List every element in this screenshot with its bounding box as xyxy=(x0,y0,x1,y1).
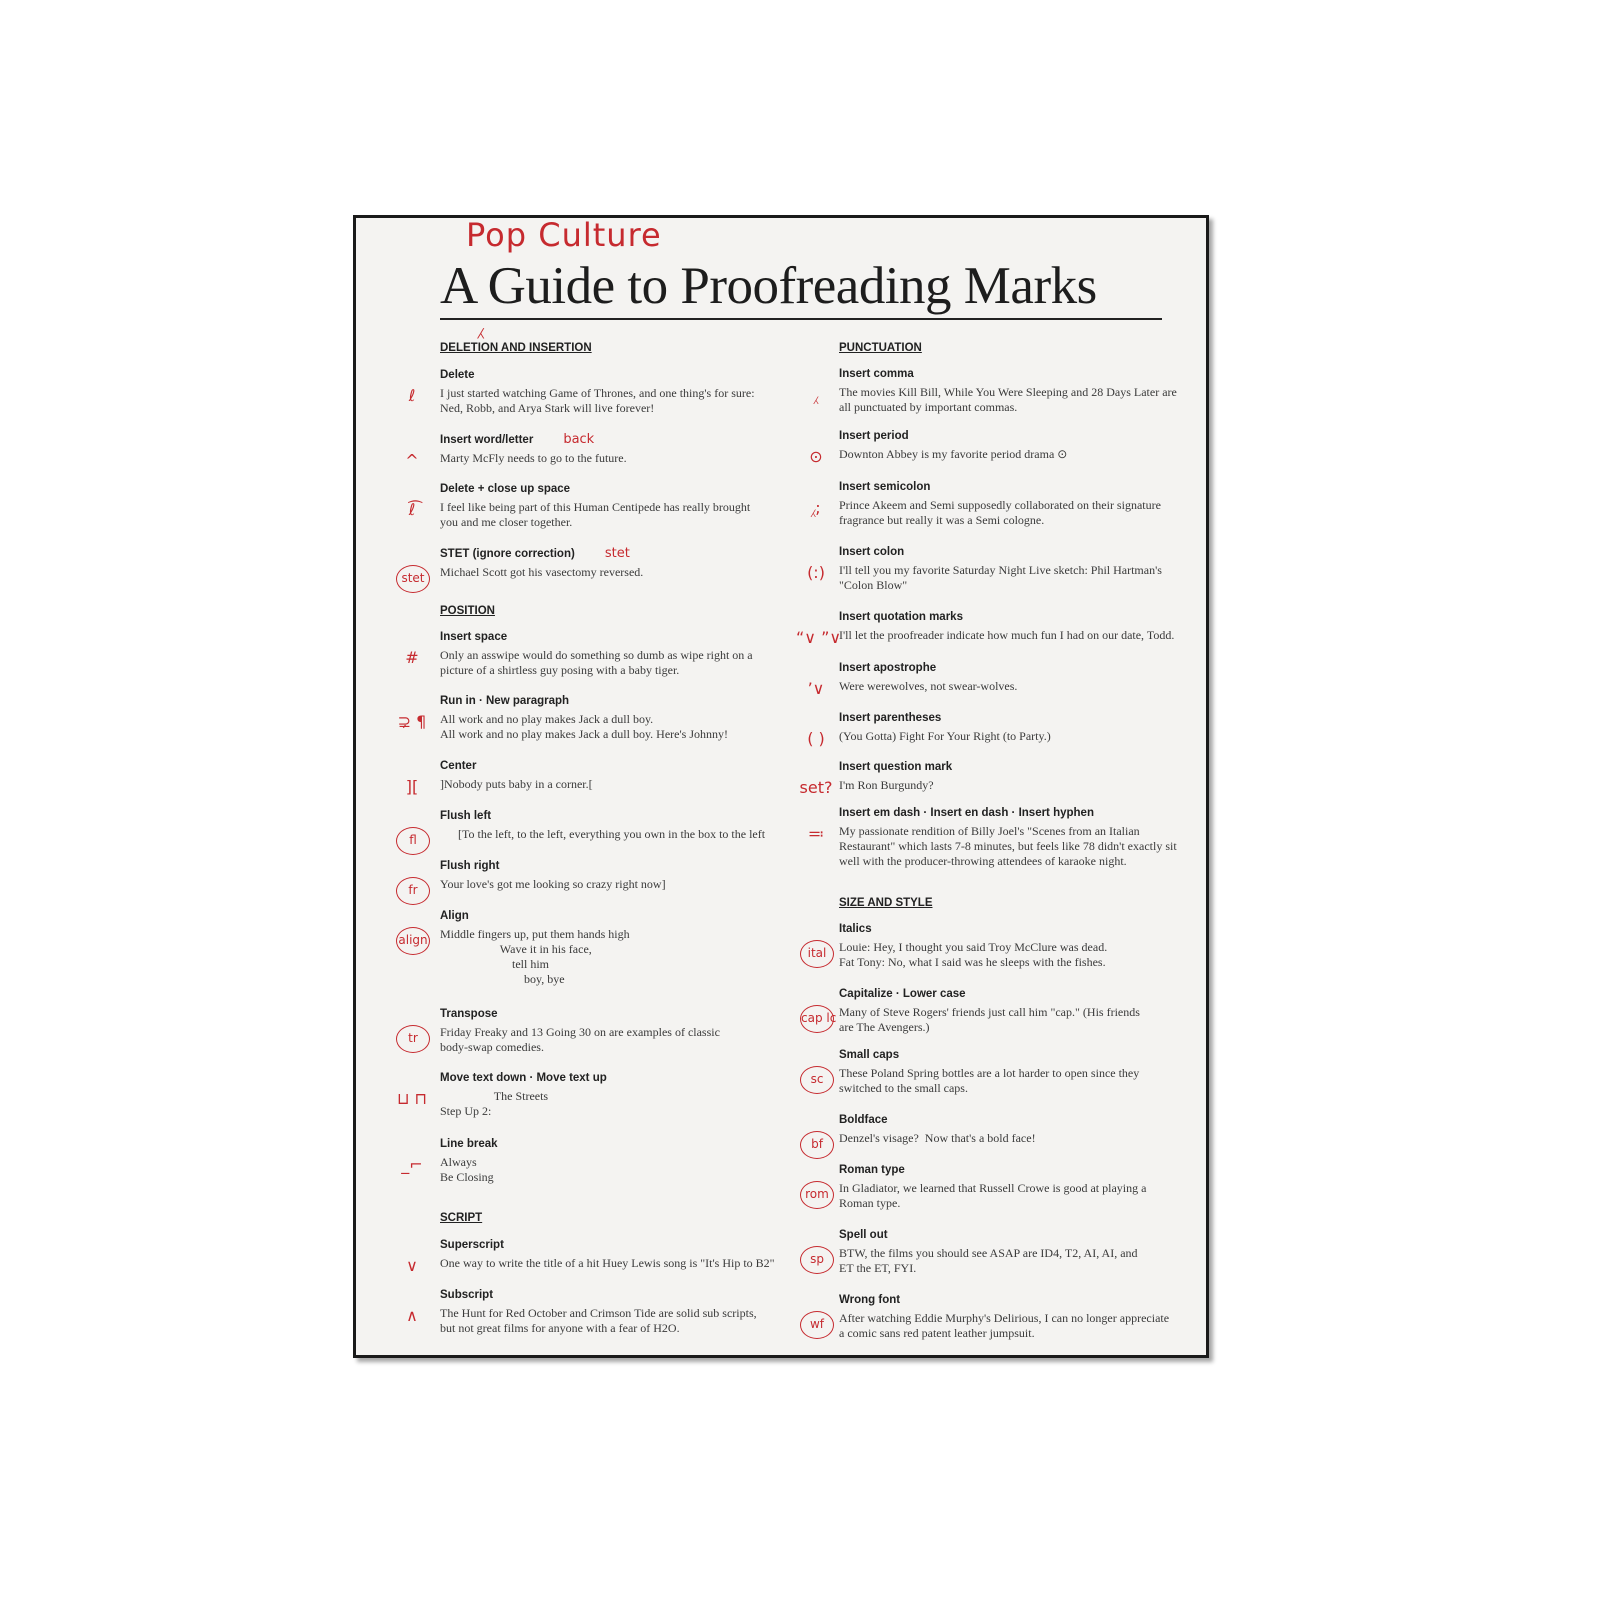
proofreading-mark-icon: ∧ xyxy=(406,1306,418,1325)
proofreading-mark-icon: (:) xyxy=(807,563,825,582)
mark-entry xyxy=(839,1163,1189,1211)
proofreading-mark-icon: cap lc xyxy=(800,1005,834,1033)
mark-entry xyxy=(440,1137,790,1185)
proofreading-mark-icon: bf xyxy=(800,1131,834,1159)
correction-note: back xyxy=(563,432,595,447)
mark-entry xyxy=(440,482,790,530)
mark-entry xyxy=(839,1228,1189,1276)
example-line: tell him xyxy=(440,957,549,971)
proofreading-mark-icon: fl xyxy=(396,827,430,855)
proofreading-mark-icon: ⁁ xyxy=(814,385,818,404)
proofreading-mark-icon: align xyxy=(396,927,430,955)
proofreading-mark-icon: fr xyxy=(396,877,430,905)
example-line: boy, bye xyxy=(440,972,565,986)
example-line: body-swap comedies. xyxy=(440,1040,544,1054)
entry-title: Insert em dash · Insert en dash · Insert hyphen xyxy=(839,807,1094,819)
example-line: Were werewolves, not swear-wolves. xyxy=(839,679,1018,693)
entry-title: Insert space xyxy=(440,631,508,643)
proofreading-mark-icon: ⊔ ⊓ xyxy=(396,1089,428,1108)
mark-entry xyxy=(839,1293,1189,1341)
entry-title: Spell out xyxy=(839,1229,888,1241)
example-line: "Colon Blow" xyxy=(839,578,908,592)
example-line: Step Up 2: xyxy=(440,1104,492,1118)
example-line: I just started watching Game of Thrones, and one thing's for sure: xyxy=(440,386,755,400)
proofreading-mark-icon: _⌐ xyxy=(401,1155,423,1174)
example-line: Your love's got me looking so crazy right now] xyxy=(440,877,666,891)
entry-title: Subscript xyxy=(440,1289,494,1301)
example-line: (You Gotta) Fight For Your Right (to Party.) xyxy=(839,729,1051,743)
mark-entry xyxy=(839,1113,1189,1146)
example-line: but not great films for anyone with a fear of H2O. xyxy=(440,1321,680,1335)
entry-title: Superscript xyxy=(440,1239,504,1251)
mark-entry xyxy=(839,1048,1189,1096)
proofreading-mark-icon: ℓ xyxy=(408,386,416,405)
mark-entry xyxy=(839,661,1189,694)
mark-entry xyxy=(839,987,1189,1035)
proofreading-mark-icon: ][ xyxy=(405,777,419,796)
proofreading-mark-icon: ≕ xyxy=(808,824,824,843)
entry-title: Delete + close up space xyxy=(440,483,571,495)
page-title: A Guide to Proofreading Marks xyxy=(440,257,1097,315)
section-heading: SIZE AND STYLE xyxy=(839,897,933,909)
example-line: are The Avengers.) xyxy=(839,1020,930,1034)
example-line: Be Closing xyxy=(440,1170,494,1184)
entry-title: Roman type xyxy=(839,1164,905,1176)
proofreading-mark-icon: sp xyxy=(800,1246,834,1274)
proofreading-mark-icon: sc xyxy=(800,1066,834,1094)
example-line: I'll let the proofreader indicate how much fun I had on our date, Todd. xyxy=(839,628,1175,642)
proofreading-mark-icon: stet xyxy=(396,565,430,593)
mark-entry xyxy=(440,759,790,792)
proofreading-mark-icon: ’∨ xyxy=(807,679,825,698)
entry-title: Run in · New paragraph xyxy=(440,695,570,707)
example-line: all punctuated by important commas. xyxy=(839,400,1018,414)
example-line: fragrance but really it was a Semi cologne. xyxy=(839,513,1045,527)
example-line: Middle fingers up, put them hands high xyxy=(440,927,630,941)
entry-title: Italics xyxy=(839,923,872,935)
example-line: I feel like being part of this Human Centipede has really brought xyxy=(440,500,751,514)
mark-entry xyxy=(440,694,790,742)
proofreading-poster xyxy=(353,215,1209,1358)
example-line: Prince Akeem and Semi supposedly collaborated on their signature xyxy=(839,498,1161,512)
proofreading-mark-icon: tr xyxy=(396,1025,430,1053)
proofreading-mark-icon: ⁁; xyxy=(811,498,821,517)
entry-title: Delete xyxy=(440,369,475,381)
proofreading-mark-icon: ∨ xyxy=(406,1256,418,1275)
mark-entry xyxy=(839,545,1189,593)
entry-title: Insert semicolon xyxy=(839,481,931,493)
example-line: Michael Scott got his vasectomy reversed. xyxy=(440,565,644,579)
mark-entry xyxy=(440,433,790,466)
entry-title: Flush right xyxy=(440,860,500,872)
proofreading-mark-icon: “∨ ”∨ xyxy=(796,628,842,647)
mark-entry xyxy=(839,610,1189,643)
entry-title: Insert period xyxy=(839,430,909,442)
example-line: you and me closer together. xyxy=(440,515,573,529)
example-line: Downton Abbey is my favorite period drama ⊙ xyxy=(839,447,1068,461)
entry-title: Transpose xyxy=(440,1008,498,1020)
example-line: Always xyxy=(440,1155,477,1169)
mark-entry xyxy=(839,922,1189,970)
proofreading-mark-icon: ^ xyxy=(405,451,419,470)
example-line: well with the producer-throwing attendees of karaoke night. xyxy=(839,854,1127,868)
example-line: One way to write the title of a hit Huey Lewis song is "It's Hip to B2" xyxy=(440,1256,775,1270)
mark-entry xyxy=(839,367,1189,415)
example-line: Fat Tony: No, what I said was he sleeps with the fishes. xyxy=(839,955,1106,969)
example-line: After watching Eddie Murphy's Delirious, I can no longer appreciate xyxy=(839,1311,1170,1325)
proofreading-mark-icon: ( ) xyxy=(807,729,825,748)
mark-entry xyxy=(839,429,1189,462)
example-line: All work and no play makes Jack a dull boy. xyxy=(440,712,654,726)
example-line: Marty McFly needs to go to the future. xyxy=(440,451,627,465)
mark-entry xyxy=(440,1238,790,1271)
entry-title: Align xyxy=(440,910,469,922)
example-line: These Poland Spring bottles are a lot harder to open since they xyxy=(839,1066,1140,1080)
mark-entry xyxy=(440,368,790,416)
example-line: Wave it in his face, xyxy=(440,942,592,956)
correction-note: stet xyxy=(604,546,630,561)
proofreading-mark-icon: # xyxy=(405,648,419,667)
entry-title: Insert quotation marks xyxy=(839,611,963,623)
example-line: The movies Kill Bill, While You Were Sleeping and 28 Days Later are xyxy=(839,385,1177,399)
entry-title: Boldface xyxy=(839,1114,888,1126)
example-line: switched to the small caps. xyxy=(839,1081,968,1095)
example-line: Ned, Robb, and Arya Stark will live forever! xyxy=(440,401,655,415)
mark-entry xyxy=(839,711,1189,744)
entry-title: Line break xyxy=(440,1138,498,1150)
entry-title: Insert word/letter back xyxy=(440,432,595,447)
example-line: Louie: Hey, I thought you said Troy McClure was dead. xyxy=(839,940,1108,954)
proofreading-mark-icon: ital xyxy=(800,940,834,968)
entry-title: Capitalize · Lower case xyxy=(839,988,966,1000)
example-line: Restaurant" which lasts 7-8 minutes, but feels like 78 didn't exactly sit xyxy=(839,839,1177,853)
entry-title: Move text down · Move text up xyxy=(440,1072,607,1084)
section-heading: DELETION AND INSERTION xyxy=(440,342,592,354)
mark-entry xyxy=(839,760,1189,793)
entry-title: Flush left xyxy=(440,810,492,822)
mark-entry xyxy=(440,809,790,842)
example-line: I'll tell you my favorite Saturday Night Live sketch: Phil Hartman's xyxy=(839,563,1162,577)
example-line: My passionate rendition of Billy Joel's "Scenes from an Italian xyxy=(839,824,1140,838)
mark-entry xyxy=(440,1071,790,1119)
entry-title: Insert comma xyxy=(839,368,914,380)
mark-entry xyxy=(440,547,790,580)
proofreading-mark-icon: wf xyxy=(800,1311,834,1339)
example-line: Denzel's visage? Now that's a bold face! xyxy=(839,1131,1036,1145)
example-line: Roman type. xyxy=(839,1196,901,1210)
entry-title: Small caps xyxy=(839,1049,900,1061)
mark-entry xyxy=(440,1007,790,1055)
mark-entry xyxy=(839,480,1189,528)
proofreading-mark-icon: ⊙ xyxy=(809,447,823,466)
entry-title: Insert colon xyxy=(839,546,905,558)
proofreading-mark-icon: ⊋ ¶ xyxy=(397,712,427,731)
example-line: ]Nobody puts baby in a corner.[ xyxy=(440,777,593,791)
example-line: The Streets xyxy=(440,1089,549,1103)
example-line: I'm Ron Burgundy? xyxy=(839,778,934,792)
example-line: picture of a shirtless guy posing with a baby tiger. xyxy=(440,663,680,677)
caret-mark-icon: ⁁ xyxy=(478,314,484,339)
example-line: [To the left, to the left, everything you own in the box to the left xyxy=(440,827,766,841)
mark-entry xyxy=(440,1288,790,1336)
title-insert-annotation: Pop Culture xyxy=(466,216,662,254)
title-underline xyxy=(440,318,1162,320)
example-line: a comic sans red patent leather jumpsuit. xyxy=(839,1326,1035,1340)
mark-entry xyxy=(440,859,790,892)
mark-entry xyxy=(440,909,790,987)
example-line: In Gladiator, we learned that Russell Crowe is good at playing a xyxy=(839,1181,1147,1195)
proofreading-mark-icon: ℓ͡ xyxy=(408,500,416,519)
example-line: ET the ET, FYI. xyxy=(839,1261,917,1275)
proofreading-mark-icon: set? xyxy=(799,778,833,797)
example-line: The Hunt for Red October and Crimson Tide are solid sub scripts, xyxy=(440,1306,757,1320)
entry-title: Center xyxy=(440,760,477,772)
entry-title: Wrong font xyxy=(839,1294,901,1306)
mark-entry xyxy=(440,630,790,678)
proofreading-mark-icon: rom xyxy=(800,1181,834,1209)
section-heading: SCRIPT xyxy=(440,1212,483,1224)
mark-entry xyxy=(839,806,1189,869)
entry-title: Insert apostrophe xyxy=(839,662,937,674)
entry-title: STET (ignore correction) stet xyxy=(440,546,630,561)
example-line: BTW, the films you should see ASAP are ID4, T2, AI, AI, and xyxy=(839,1246,1138,1260)
entry-title: Insert question mark xyxy=(839,761,953,773)
example-line: Friday Freaky and 13 Going 30 on are examples of classic xyxy=(440,1025,720,1039)
example-line: Only an asswipe would do something so dumb as wipe right on a xyxy=(440,648,753,662)
section-heading: PUNCTUATION xyxy=(839,342,922,354)
section-heading: POSITION xyxy=(440,605,495,617)
entry-title: Insert parentheses xyxy=(839,712,942,724)
example-line: All work and no play makes Jack a dull boy. Here's Johnny! xyxy=(440,727,728,741)
example-line: Many of Steve Rogers' friends just call him "cap." (His friends xyxy=(839,1005,1140,1019)
